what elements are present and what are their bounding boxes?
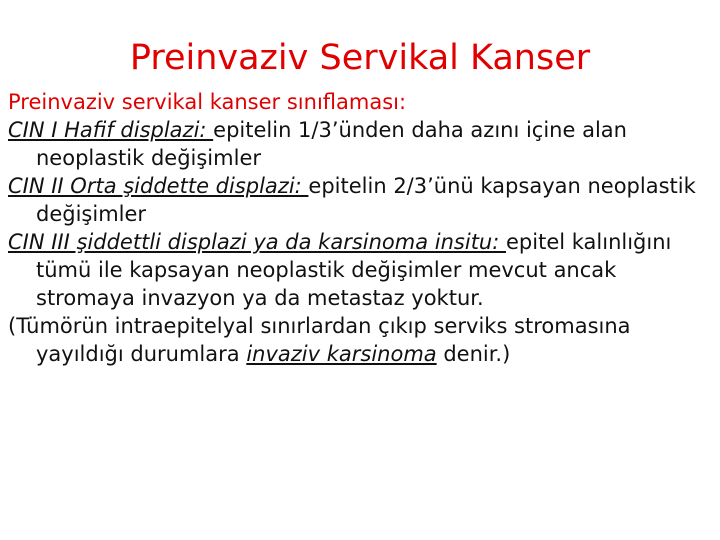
note-text-before: (Tümörün intraepitelyal sınırlardan çıkıp serviks stromasına yayıldığı durumlara — [8, 314, 631, 366]
cin-2-term: CIN II Orta şiddette displazi: — [8, 174, 309, 198]
invasive-note — [8, 312, 720, 368]
cin-2-text: epitelin 2/3’ünü kapsayan neoplastik değişimler — [36, 174, 696, 226]
note-emphasis: invaziv karsinoma — [246, 342, 437, 366]
cin-1-item — [8, 116, 720, 172]
cin-1-term: CIN I Hafif displazi: — [8, 118, 214, 142]
cin-1-text: epitelin 1/3’ünden daha azını içine alan neoplastik değişimler — [36, 118, 627, 170]
cin-2-item — [8, 172, 720, 228]
cin-3-text: epitel kalınlığını tümü ile kapsayan neoplastik değişimler mevcut ancak stromaya invazyon ya da metastaz yoktur. — [36, 230, 672, 310]
intro-line: Preinvaziv servikal kanser sınıflaması: — [8, 90, 407, 114]
slide-title: Preinvaziv Servikal Kanser — [129, 38, 591, 78]
cin-3-term: CIN III şiddettli displazi ya da karsinoma insitu: — [8, 230, 506, 254]
cin-3-item — [8, 228, 720, 312]
note-text-after: denir.) — [436, 342, 511, 366]
slide-content — [8, 88, 720, 368]
